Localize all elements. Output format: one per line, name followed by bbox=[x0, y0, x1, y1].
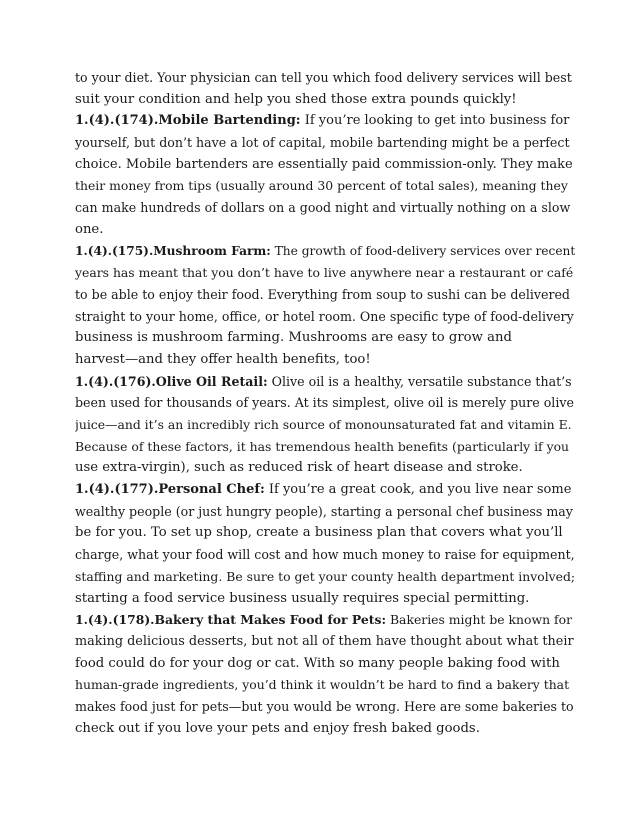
section-text: If you’re looking to get into business for bbox=[300, 113, 570, 129]
section-heading-174: 1.(4).(174).Mobile Bartending: bbox=[75, 113, 301, 129]
body-text-line: to be able to enjoy their food. Everything from soup to sushi can be delivered bbox=[75, 286, 570, 302]
body-text-line: suit your condition and help you shed those extra pounds quickly! bbox=[75, 91, 517, 107]
body-text-line: food could do for your dog or cat. With so many people baking food with bbox=[75, 655, 560, 671]
body-text-line: been used for thousands of years. At its simplest, olive oil is merely pure olive bbox=[75, 395, 574, 411]
body-text-line: yourself, but don’t have a lot of capital, mobile bartending might be a perfect bbox=[75, 135, 570, 151]
body-text-line: human-grade ingredients, you’d think it wouldn’t be hard to find a bakery that bbox=[75, 677, 570, 693]
body-text-line: making delicious desserts, but not all of them have thought about what their bbox=[75, 633, 574, 649]
body-text-line: business is mushroom farming. Mushrooms are easy to grow and bbox=[75, 330, 512, 346]
section-text: If you’re a great cook, and you live near some bbox=[264, 482, 572, 498]
body-text-line: harvest—and they offer health benefits, too! bbox=[75, 351, 371, 367]
body-text-line: Because of these factors, it has tremendous health benefits (particularly if you bbox=[75, 438, 570, 454]
body-text-line: choice. Mobile bartenders are essentially paid commission-only. They make bbox=[75, 156, 573, 172]
document-page bbox=[75, 67, 575, 739]
section-heading-175: 1.(4).(175).Mushroom Farm: bbox=[75, 243, 271, 258]
section-heading-176: 1.(4).(176).Olive Oil Retail: bbox=[75, 373, 268, 389]
section-174-first-line bbox=[75, 110, 575, 132]
body-text-line: be for you. To set up shop, create a business plan that covers what you’ll bbox=[75, 525, 563, 541]
section-heading-178: 1.(4).(178).Bakery that Makes Food for Pets: bbox=[75, 612, 387, 628]
section-text: Bakeries might be known for bbox=[386, 612, 572, 628]
body-text-line: juice—and it’s an incredibly rich source of monounsaturated fat and vitamin E. bbox=[75, 417, 572, 432]
section-176-first-line bbox=[75, 371, 575, 393]
section-text: The growth of food-delivery services over recent bbox=[270, 243, 575, 258]
section-178-first-line bbox=[75, 609, 575, 631]
section-heading-177: 1.(4).(177).Personal Chef: bbox=[75, 482, 265, 498]
body-text-line: starting a food service business usually requires special permitting. bbox=[75, 590, 530, 606]
body-text-line: use extra-virgin), such as reduced risk of heart disease and stroke. bbox=[75, 460, 523, 476]
body-text-line: wealthy people (or just hungry people), starting a personal chef business may bbox=[75, 503, 573, 519]
body-text-line: staffing and marketing. Be sure to get your county health department involved; bbox=[75, 568, 575, 584]
section-175-first-line bbox=[75, 241, 575, 263]
body-text-line: straight to your home, office, or hotel room. One specific type of food-delivery bbox=[75, 308, 574, 324]
section-177-first-line bbox=[75, 479, 575, 501]
body-text-line: makes food just for pets—but you would be wrong. Here are some bakeries to bbox=[75, 698, 574, 714]
body-text-line: to your diet. Your physician can tell you which food delivery services will best bbox=[75, 70, 572, 85]
body-text-line: one. bbox=[75, 221, 104, 237]
section-text: Olive oil is a healthy, versatile substance that’s bbox=[267, 373, 572, 389]
body-text-line: can make hundreds of dollars on a good night and virtually nothing on a slow bbox=[75, 200, 571, 216]
body-text-line: their money from tips (usually around 30 percent of total sales), meaning they bbox=[75, 178, 568, 194]
body-text-line: charge, what your food will cost and how much money to raise for equipment, bbox=[75, 547, 575, 563]
body-text-line: check out if you love your pets and enjoy fresh baked goods. bbox=[75, 720, 480, 736]
body-text-line: years has meant that you don’t have to live anywhere near a restaurant or café bbox=[75, 265, 574, 281]
